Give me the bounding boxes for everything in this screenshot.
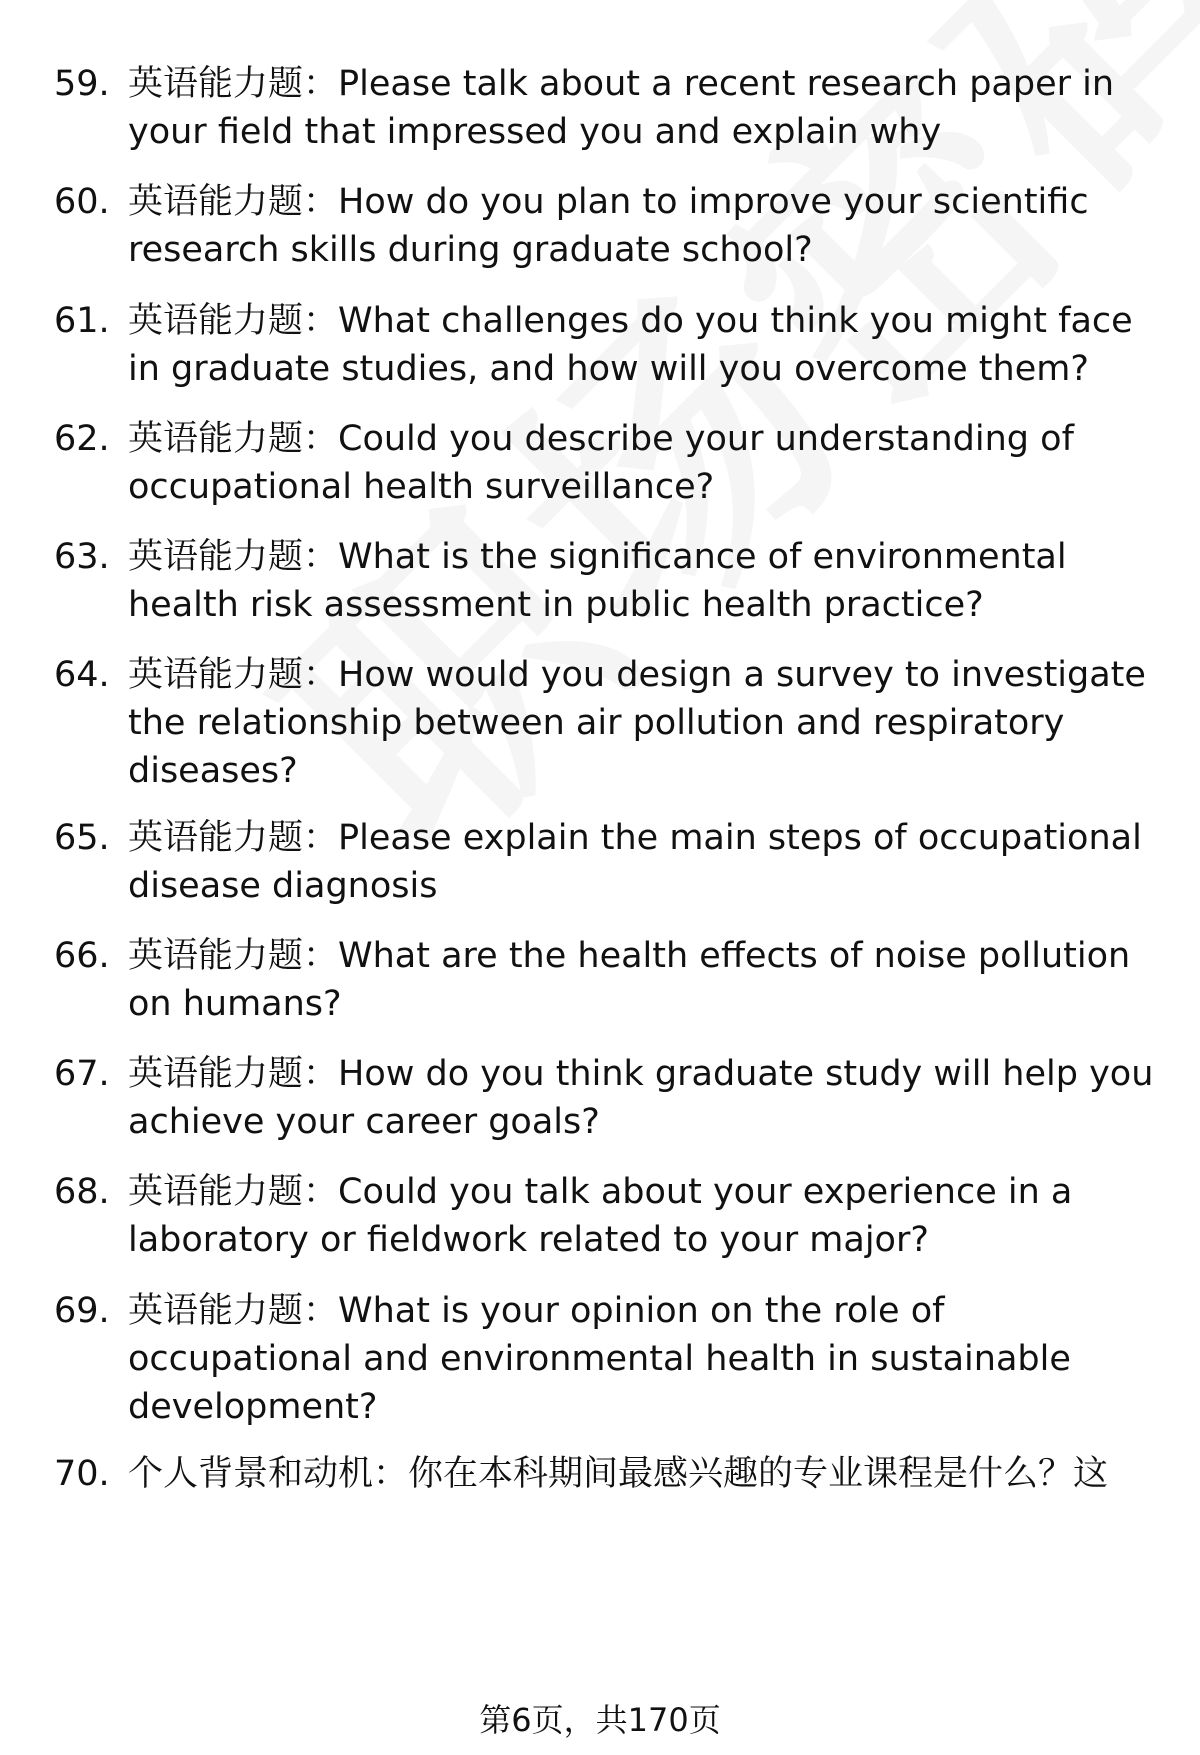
question-category: 英语能力题： (128, 301, 339, 341)
question-text: 你在本科期间最感兴趣的专业课程是什么？这 (408, 1454, 1109, 1494)
question-number: 62. (54, 419, 110, 459)
question-number: 67. (54, 1054, 110, 1094)
question-text: What is your opinion on the role of occupational and environmental health in sustainable development? (128, 1291, 1071, 1427)
question-body (128, 1168, 1158, 1264)
question-number: 63. (54, 537, 110, 577)
question-text: What is the significance of environmental health risk assessment in public health practice? (128, 537, 1067, 625)
question-number: 69. (54, 1291, 110, 1331)
question-body (128, 533, 1158, 629)
question-category: 英语能力题： (128, 1172, 339, 1212)
question-text: Could you describe your understanding of occupational health surveillance? (128, 419, 1074, 507)
question-text: What are the health effects of noise pollution on humans? (128, 936, 1131, 1024)
question-body (128, 415, 1158, 511)
question-number: 61. (54, 301, 110, 341)
question-text: Could you talk about your experience in a laboratory or fieldwork related to your major? (128, 1172, 1073, 1260)
question-body (128, 60, 1158, 156)
question-number: 68. (54, 1172, 110, 1212)
question-category: 英语能力题： (128, 1291, 339, 1331)
question-number: 65. (54, 818, 110, 858)
question-number: 64. (54, 655, 110, 695)
question-category: 个人背景和动机： (128, 1454, 409, 1494)
question-body (128, 297, 1158, 393)
question-category: 英语能力题： (128, 655, 339, 695)
question-category: 英语能力题： (128, 182, 339, 222)
question-category: 英语能力题： (128, 537, 339, 577)
question-body (128, 651, 1158, 795)
question-body (128, 1050, 1158, 1146)
question-body (128, 932, 1158, 1028)
question-text: What challenges do you think you might face in graduate studies, and how will you overcome them? (128, 301, 1133, 389)
question-text: How would you design a survey to investigate the relationship between air pollution and respiratory diseases? (128, 655, 1146, 791)
question-text: Please talk about a recent research paper in your field that impressed you and explain why (128, 64, 1115, 152)
question-text: Please explain the main steps of occupational disease diagnosis (128, 818, 1142, 906)
question-category: 英语能力题： (128, 818, 339, 858)
question-number: 70. (54, 1454, 110, 1494)
question-text: How do you think graduate study will help you achieve your career goals? (128, 1054, 1154, 1142)
question-text: How do you plan to improve your scientific research skills during graduate school? (128, 182, 1089, 270)
question-number: 66. (54, 936, 110, 976)
question-category: 英语能力题： (128, 64, 339, 104)
page-footer: 第6页，共170页 (479, 1701, 721, 1739)
question-body (128, 1287, 1158, 1431)
question-number: 60. (54, 182, 110, 222)
question-body (128, 814, 1158, 910)
question-body (128, 178, 1158, 274)
question-body (128, 1450, 1158, 1498)
question-category: 英语能力题： (128, 419, 339, 459)
question-category: 英语能力题： (128, 1054, 339, 1094)
question-category: 英语能力题： (128, 936, 339, 976)
question-number: 59. (54, 64, 110, 104)
